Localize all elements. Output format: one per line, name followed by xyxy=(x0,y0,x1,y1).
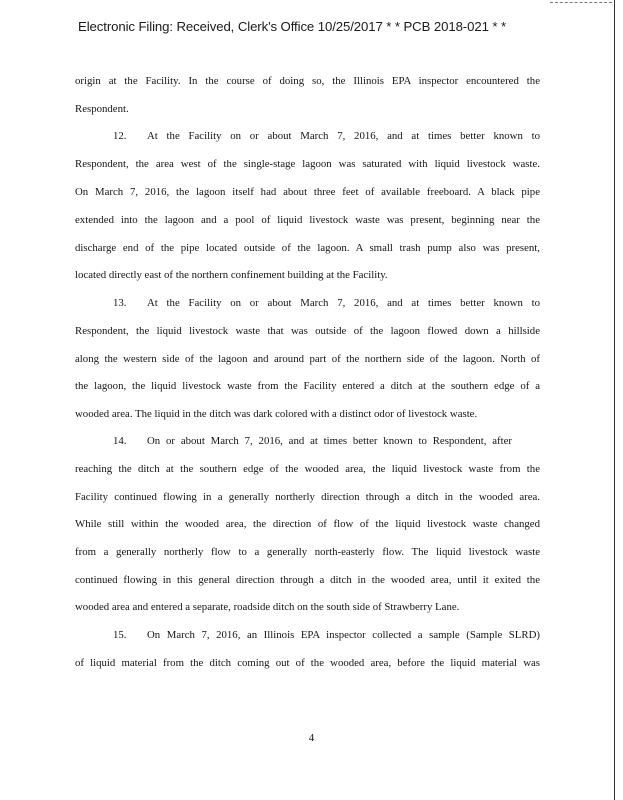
body-line: of liquid material from the ditch coming out of the wooded area, before the liquid material was xyxy=(75,657,540,669)
body-line: At the Facility on or about March 7, 2016, and at times better known to xyxy=(147,297,540,309)
paragraph-number: 13. xyxy=(113,297,127,309)
body-line: Respondent, the liquid livestock waste that was outside of the lagoon flowed down a hillside xyxy=(75,325,540,337)
body-line: from a generally northerly flow to a generally north-easterly flow. The liquid livestock waste xyxy=(75,546,540,558)
body-line: wooded area. The liquid in the ditch was dark colored with a distinct odor of livestock waste. xyxy=(75,408,478,420)
body-line: While still within the wooded area, the direction of flow of the liquid livestock waste changed xyxy=(75,518,540,530)
body-line: Respondent. xyxy=(75,103,129,115)
page-number: 4 xyxy=(308,732,315,744)
filing-stamp-header: Electronic Filing: Received, Clerk's Office 10/25/2017 * * PCB 2018-021 * * xyxy=(78,19,506,34)
body-line: wooded area and entered a separate, roadside ditch on the south side of Strawberry Lane. xyxy=(75,601,460,613)
body-line: discharge end of the pipe located outside of the lagoon. A small trash pump also was present, xyxy=(75,242,540,254)
body-line: At the Facility on or about March 7, 2016, and at times better known to xyxy=(147,130,540,142)
body-line: reaching the ditch at the southern edge of the wooded area, the liquid livestock waste from the xyxy=(75,463,540,475)
body-line: continued flowing in this general direction through a ditch in the wooded area, until it exited the xyxy=(75,574,540,586)
body-line: along the western side of the lagoon and around part of the northern side of the lagoon. North of xyxy=(75,353,540,365)
body-line: On March 7, 2016, the lagoon itself had about three feet of available freeboard. A black pipe xyxy=(75,186,540,198)
body-line: located directly east of the northern confinement building at the Facility. xyxy=(75,269,388,281)
paragraph-number: 15. xyxy=(113,629,127,641)
body-line: origin at the Facility. In the course of doing so, the Illinois EPA inspector encountered the xyxy=(75,75,540,87)
paragraph-number: 14. xyxy=(113,435,127,447)
body-line: extended into the lagoon and a pool of liquid livestock waste was present, beginning near the xyxy=(75,214,540,226)
scan-page-border xyxy=(614,0,615,800)
body-line: the lagoon, the liquid livestock waste from the Facility entered a ditch at the southern edge of a xyxy=(75,380,540,392)
paragraph-number: 12. xyxy=(113,130,127,142)
body-line: Facility continued flowing in a generally northerly direction through a ditch in the wooded area. xyxy=(75,491,540,503)
body-line: On or about March 7, 2016, and at times better known to Respondent, after xyxy=(147,435,512,447)
body-line: On March 7, 2016, an Illinois EPA inspector collected a sample (Sample SLRD) xyxy=(147,629,540,641)
scan-edge-mark xyxy=(550,2,612,3)
body-line: Respondent, the area west of the single-stage lagoon was saturated with liquid livestock waste. xyxy=(75,158,540,170)
